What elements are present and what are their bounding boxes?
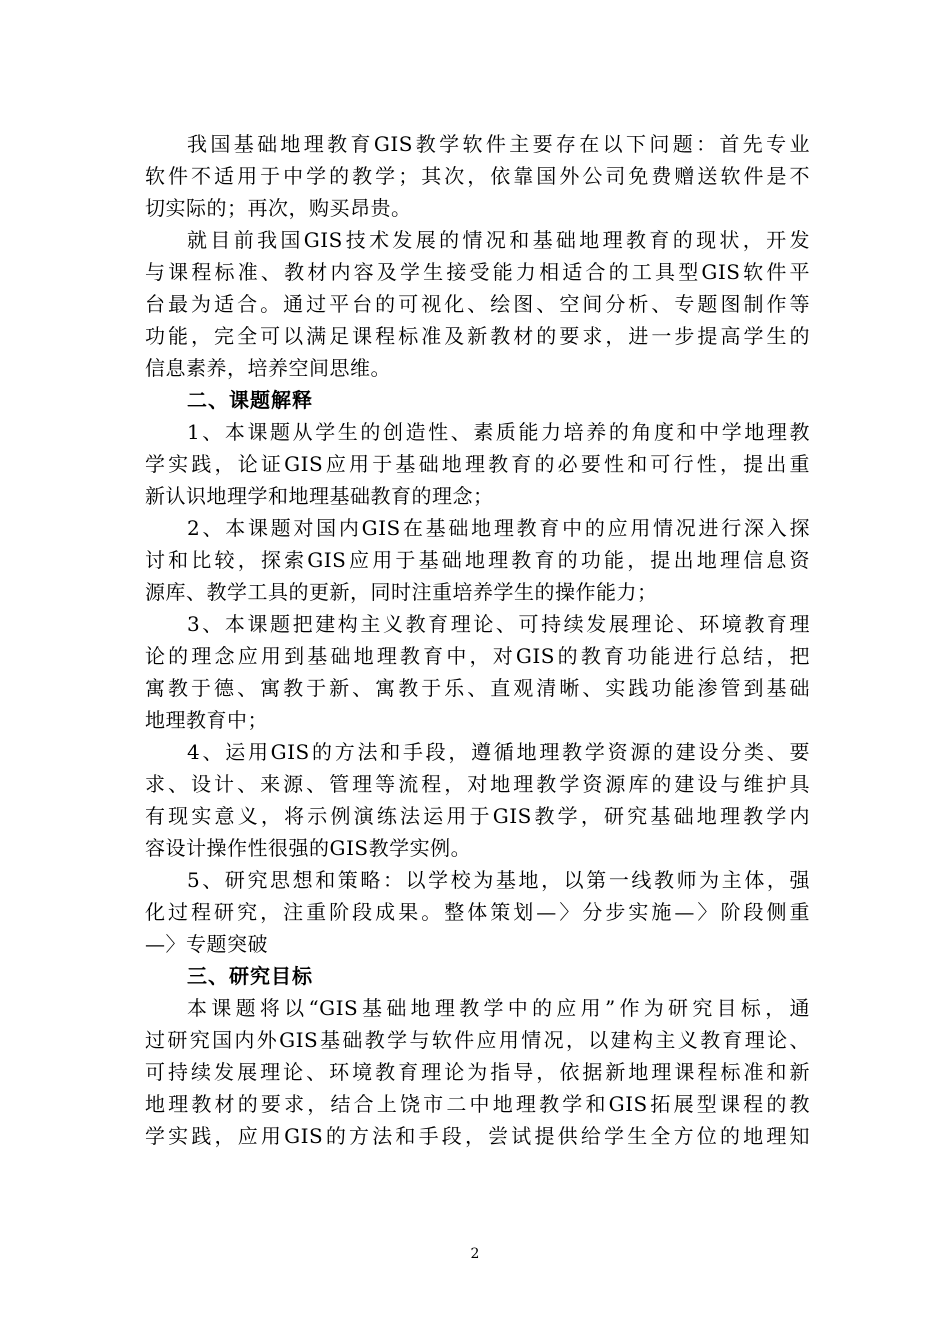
text-line: 本课题将以“GIS基础地理教学中的应用”作为研究目标，通 (187, 996, 810, 1020)
text-line: 求、设计、来源、管理等流程，对地理教学资源库的建设与维护具 (145, 772, 810, 796)
text-line: 可持续发展理论、环境教育理论为指导，依据新地理课程标准和新 (145, 1060, 810, 1084)
paragraph (145, 736, 810, 864)
text-line: 寓教于德、寓教于新、寓教于乐、直观清晰、实践功能渗管到基础 (145, 676, 810, 700)
text-line: 地理教材的要求，结合上饶市二中地理教学和GIS拓展型课程的教 (145, 1092, 810, 1116)
section-heading: 二、课题解释 (187, 388, 313, 412)
text-line: 台最为适合。通过平台的可视化、绘图、空间分析、专题图制作等 (145, 292, 810, 316)
text-line: 信息素养，培养空间思维。 (145, 356, 391, 380)
text-line: 有现实意义，将示例演练法运用于GIS教学，研究基础地理教学内 (145, 804, 810, 828)
text-line: 讨和比较，探索GIS应用于基础地理教育的功能，提出地理信息资 (145, 548, 810, 572)
text-line: 3、本课题把建构主义教育理论、可持续发展理论、环境教育理 (187, 612, 810, 636)
text-line: 就目前我国GIS技术发展的情况和基础地理教育的现状，开发 (187, 228, 810, 252)
text-line: 论的理念应用到基础地理教育中，对GIS的教育功能进行总结，把 (145, 644, 810, 668)
page-number: 2 (470, 1246, 480, 1262)
text-line: 容设计操作性很强的GIS教学实例。 (145, 836, 472, 860)
text-line: 我国基础地理教育GIS教学软件主要存在以下问题：首先专业 (187, 132, 810, 156)
text-line: 化过程研究，注重阶段成果。整体策划—〉分步实施—〉阶段侧重 (145, 900, 810, 924)
paragraph (145, 608, 810, 736)
body-text (145, 128, 810, 1152)
text-line: 功能，完全可以满足课程标准及新教材的要求，进一步提高学生的 (145, 324, 810, 348)
paragraph (145, 864, 810, 960)
text-line: 4、运用GIS的方法和手段，遵循地理教学资源的建设分类、要 (187, 740, 810, 764)
text-line: 1、本课题从学生的创造性、素质能力培养的角度和中学地理教 (187, 420, 810, 444)
text-line: 过研究国内外GIS基础教学与软件应用情况，以建构主义教育理论、 (145, 1028, 810, 1052)
text-line: 地理教育中； (145, 708, 268, 732)
text-line: 新认识地理学和地理基础教育的理念； (145, 484, 494, 508)
paragraph (145, 992, 810, 1152)
paragraph (145, 128, 810, 224)
text-line: 源库、教学工具的更新，同时注重培养学生的操作能力； (145, 580, 658, 604)
paragraph (145, 224, 810, 384)
text-line: 与课程标准、教材内容及学生接受能力相适合的工具型GIS软件平 (145, 260, 810, 284)
text-line: 软件不适用于中学的教学；其次，依靠国外公司免费赠送软件是不 (145, 164, 810, 188)
text-line: 2、本课题对国内GIS在基础地理教育中的应用情况进行深入探 (187, 516, 810, 540)
text-line: 学实践，论证GIS应用于基础地理教育的必要性和可行性，提出重 (145, 452, 810, 476)
paragraph (145, 416, 810, 512)
paragraph (145, 512, 810, 608)
text-line: 切实际的；再次，购买昂贵。 (145, 196, 412, 220)
section-heading: 三、研究目标 (187, 964, 313, 988)
text-line: 5、研究思想和策略：以学校为基地，以第一线教师为主体，强 (187, 868, 810, 892)
text-line: —〉专题突破 (145, 932, 268, 956)
text-line: 学实践，应用GIS的方法和手段，尝试提供给学生全方位的地理知 (145, 1124, 810, 1148)
